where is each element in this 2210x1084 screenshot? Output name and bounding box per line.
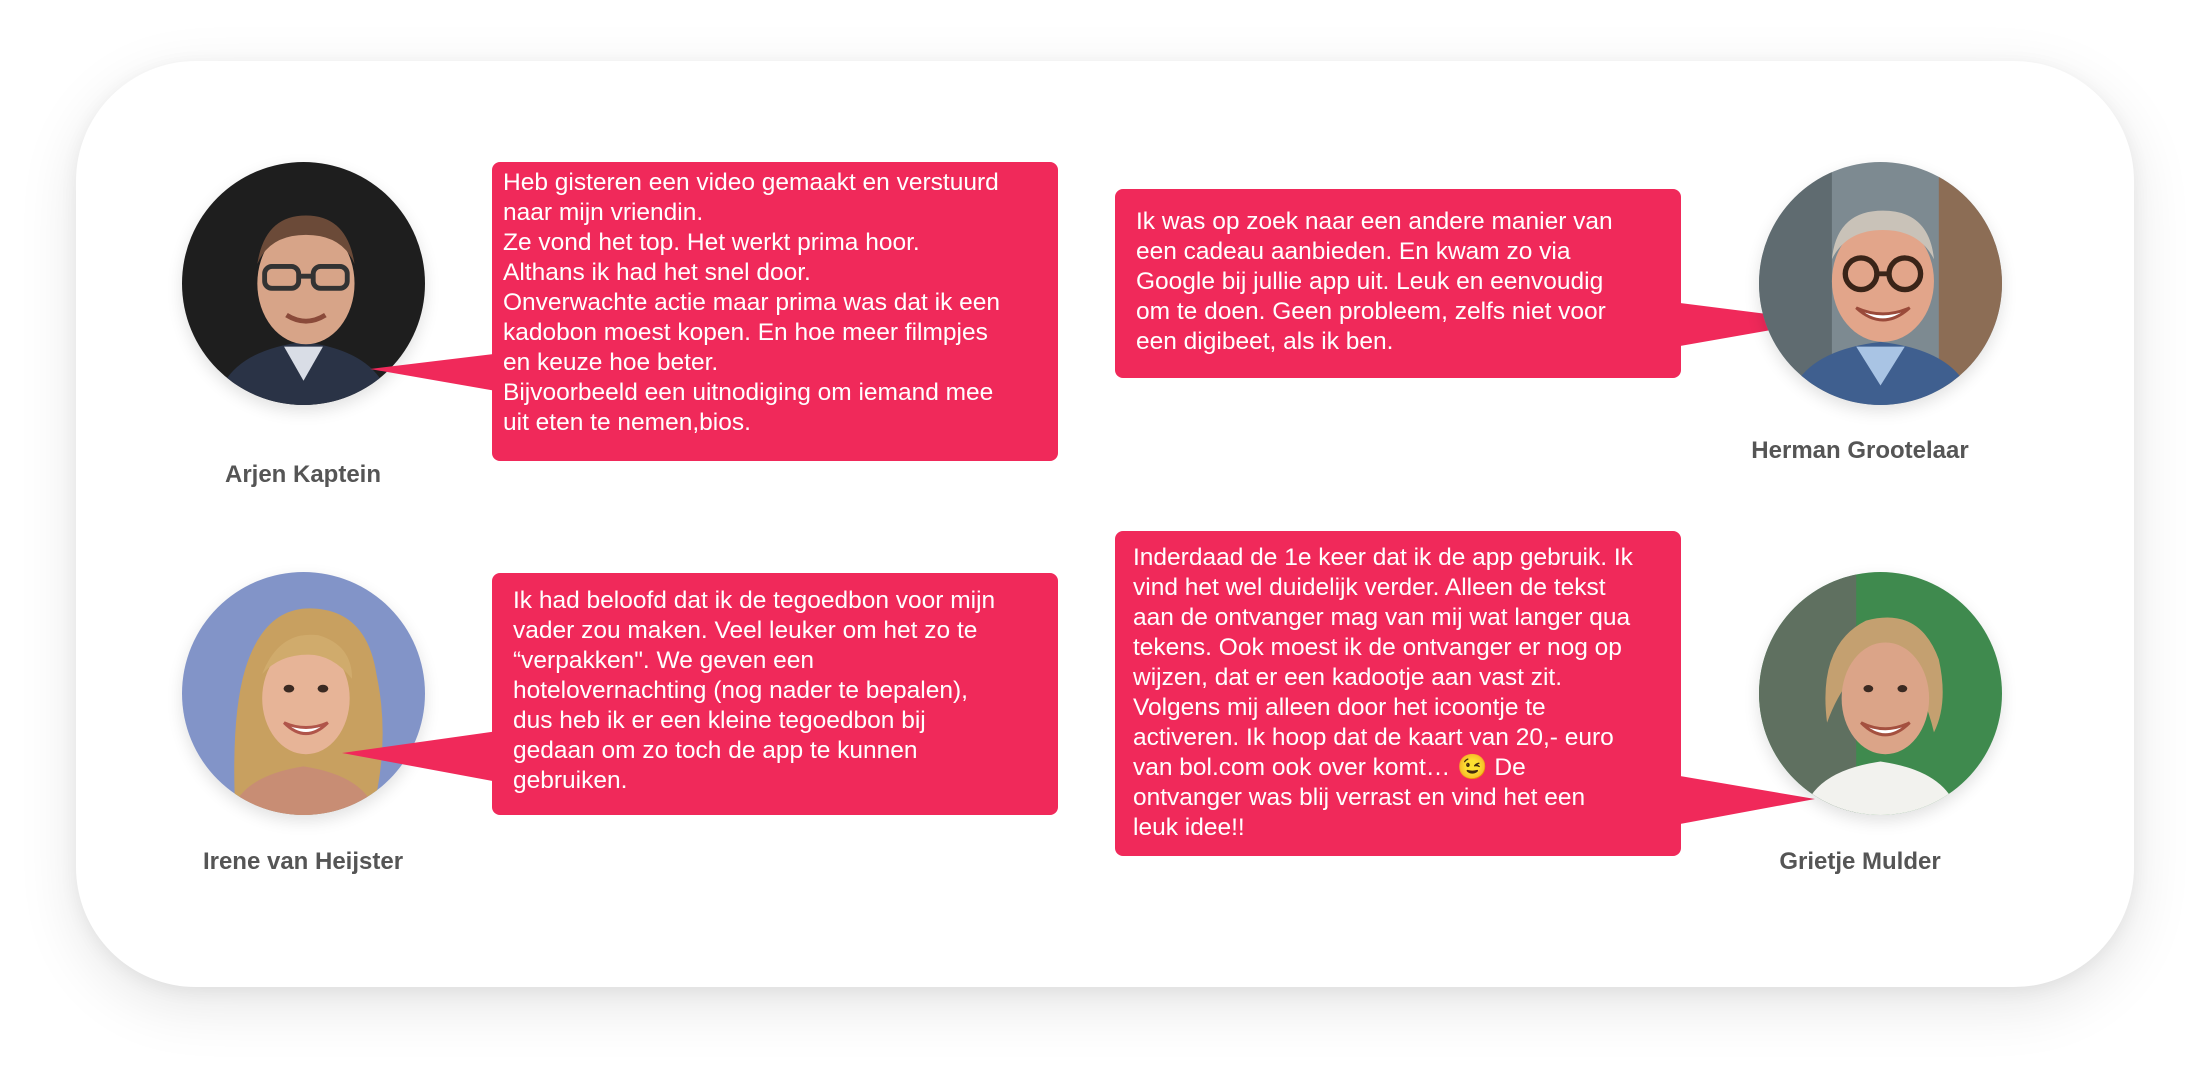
testimonial-name: Herman Grootelaar: [1751, 437, 1969, 464]
speech-bubble-tail: [342, 725, 502, 795]
testimonial-name: Grietje Mulder: [1779, 848, 1941, 875]
avatar-herman-grootelaar: [1759, 162, 2002, 405]
testimonial-bubble-grietje-mulder: [1115, 531, 1681, 856]
testimonial-bubble-irene-van-heijster: [492, 573, 1058, 815]
testimonial-text: Heb gisteren een video gemaakt en verstuurd naar mijn vriendin. Ze vond het top. Het werkt prima hoor. Althans ik had het snel door. Onverwachte actie maar prima was dat ik een kadobon moest kopen. En hoe meer filmpjes en keuze hoe beter. Bijvoorbeeld een uitnodiging om iemand mee uit eten te nemen,bios.: [503, 169, 1001, 436]
testimonial-text: Inderdaad de 1e keer dat ik de app gebruik. Ik vind het wel duidelijk verder. Alleen de tekst aan de ontvanger mag van mij wat langer qua tekens. Ook moest ik de ontvanger er nog op wijzen, dat er een kadootje aan vast zit. Volgens mij alleen door het icoontje te activeren. Ik hoop dat de kaart van 20,- euro van bol.com ook over komt… 😉 De ontvanger was blij verrast en vind het een leuk idee!!: [1133, 544, 1633, 841]
portrait-man-glasses-smiling-icon: [1759, 162, 2002, 405]
testimonial-text: Ik had beloofd dat ik de tegoedbon voor mijn vader zou maken. Veel leuker om het zo te “verpakken". We geven een hotelovernachting (nog nader te bepalen), dus heb ik er een kleine tegoedbon bij gedaan om zo toch de app te kunnen gebruiken.: [513, 587, 996, 794]
testimonial-text: Ik was op zoek naar een andere manier van een cadeau aanbieden. En kwam zo via Google bij jullie app uit. Leuk en eenvoudig om te doen. Geen probleem, zelfs niet voor een digibeet, als ik ben.: [1136, 208, 1613, 355]
testimonial-name: Irene van Heijster: [202, 848, 404, 875]
speech-bubble-tail: [370, 340, 510, 400]
portrait-woman-blonde-green-bg-icon: [1759, 572, 2002, 815]
testimonial-bubble-arjen-kaptein: [492, 162, 1058, 461]
testimonial-bubble-herman-grootelaar: [1115, 189, 1681, 378]
testimonial-name: Arjen Kaptein: [224, 461, 382, 488]
avatar-grietje-mulder: [1759, 572, 2002, 815]
